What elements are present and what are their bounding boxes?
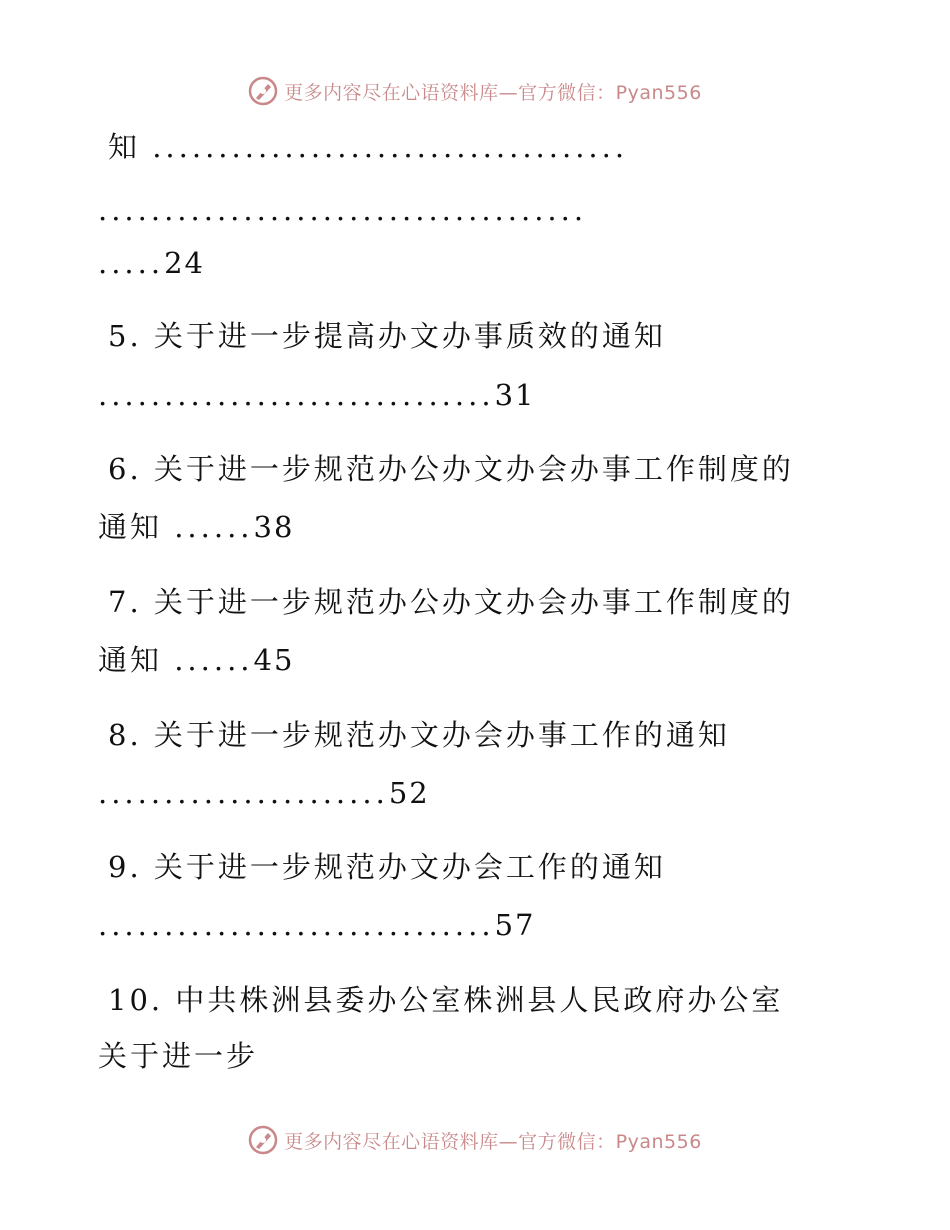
toc-entry-5-title[interactable] — [108, 316, 868, 356]
toc-text: 10. 中共株洲县委办公室株洲县人民政府办公室 — [108, 983, 784, 1017]
toc-text: 知 — [108, 130, 153, 164]
watermark-banner-top — [0, 71, 950, 111]
toc-leader-dots: ...... — [174, 643, 254, 677]
toc-leader-dots: ...................... — [98, 776, 389, 810]
toc-entry-7-title[interactable] — [108, 582, 868, 622]
toc-page-number: 38 — [253, 510, 295, 544]
toc-entry-8-title[interactable] — [108, 715, 868, 755]
toc-page-number: 52 — [388, 776, 430, 810]
toc-entry-9-title[interactable] — [108, 847, 868, 887]
toc-leader-dots: ..... — [98, 246, 165, 280]
watermark-text: 更多内容尽在心语资料库—官方微信：Pyan556 — [284, 81, 702, 104]
toc-line-3 — [98, 243, 858, 283]
toc-text: 通知 — [98, 643, 175, 677]
toc-entry-10-title[interactable] — [108, 980, 868, 1020]
toc-leader-dots: .............................. — [98, 908, 495, 942]
toc-entry-6-title[interactable] — [108, 449, 868, 489]
toc-page-number: 24 — [164, 246, 205, 280]
pen-logo-icon — [248, 76, 278, 106]
toc-entry-9-leader — [98, 905, 858, 945]
toc-text: 7. 关于进一步规范办公办文办会办事工作制度的 — [108, 585, 794, 619]
toc-entry-5-leader — [98, 375, 858, 415]
toc-line-2 — [98, 190, 858, 230]
toc-text: 5. 关于进一步提高办文办事质效的通知 — [108, 319, 666, 353]
toc-page-number: 45 — [253, 643, 295, 677]
toc-page-number: 31 — [494, 378, 536, 412]
toc-page-number: 57 — [494, 908, 536, 942]
toc-line-1 — [108, 127, 868, 167]
toc-entry-7-leader — [98, 640, 858, 680]
toc-leader-dots: ...... — [174, 510, 254, 544]
toc-leader-dots: ..................................... — [98, 193, 588, 227]
pen-logo-icon — [248, 1125, 278, 1155]
toc-leader-dots: .............................. — [98, 378, 495, 412]
toc-text: 通知 — [98, 510, 175, 544]
toc-leader-dots: .................................... — [152, 130, 629, 164]
toc-text: 8. 关于进一步规范办文办会办事工作的通知 — [108, 718, 730, 752]
toc-entry-8-leader — [98, 773, 858, 813]
toc-text: 9. 关于进一步规范办文办会工作的通知 — [108, 850, 666, 884]
watermark-banner-bottom — [0, 1120, 950, 1160]
watermark-text: 更多内容尽在心语资料库—官方微信：Pyan556 — [284, 1130, 702, 1153]
toc-entry-10-continuation — [98, 1036, 858, 1076]
toc-text: 关于进一步 — [98, 1039, 259, 1073]
toc-text: 6. 关于进一步规范办公办文办会办事工作制度的 — [108, 452, 794, 486]
toc-entry-6-leader — [98, 507, 858, 547]
